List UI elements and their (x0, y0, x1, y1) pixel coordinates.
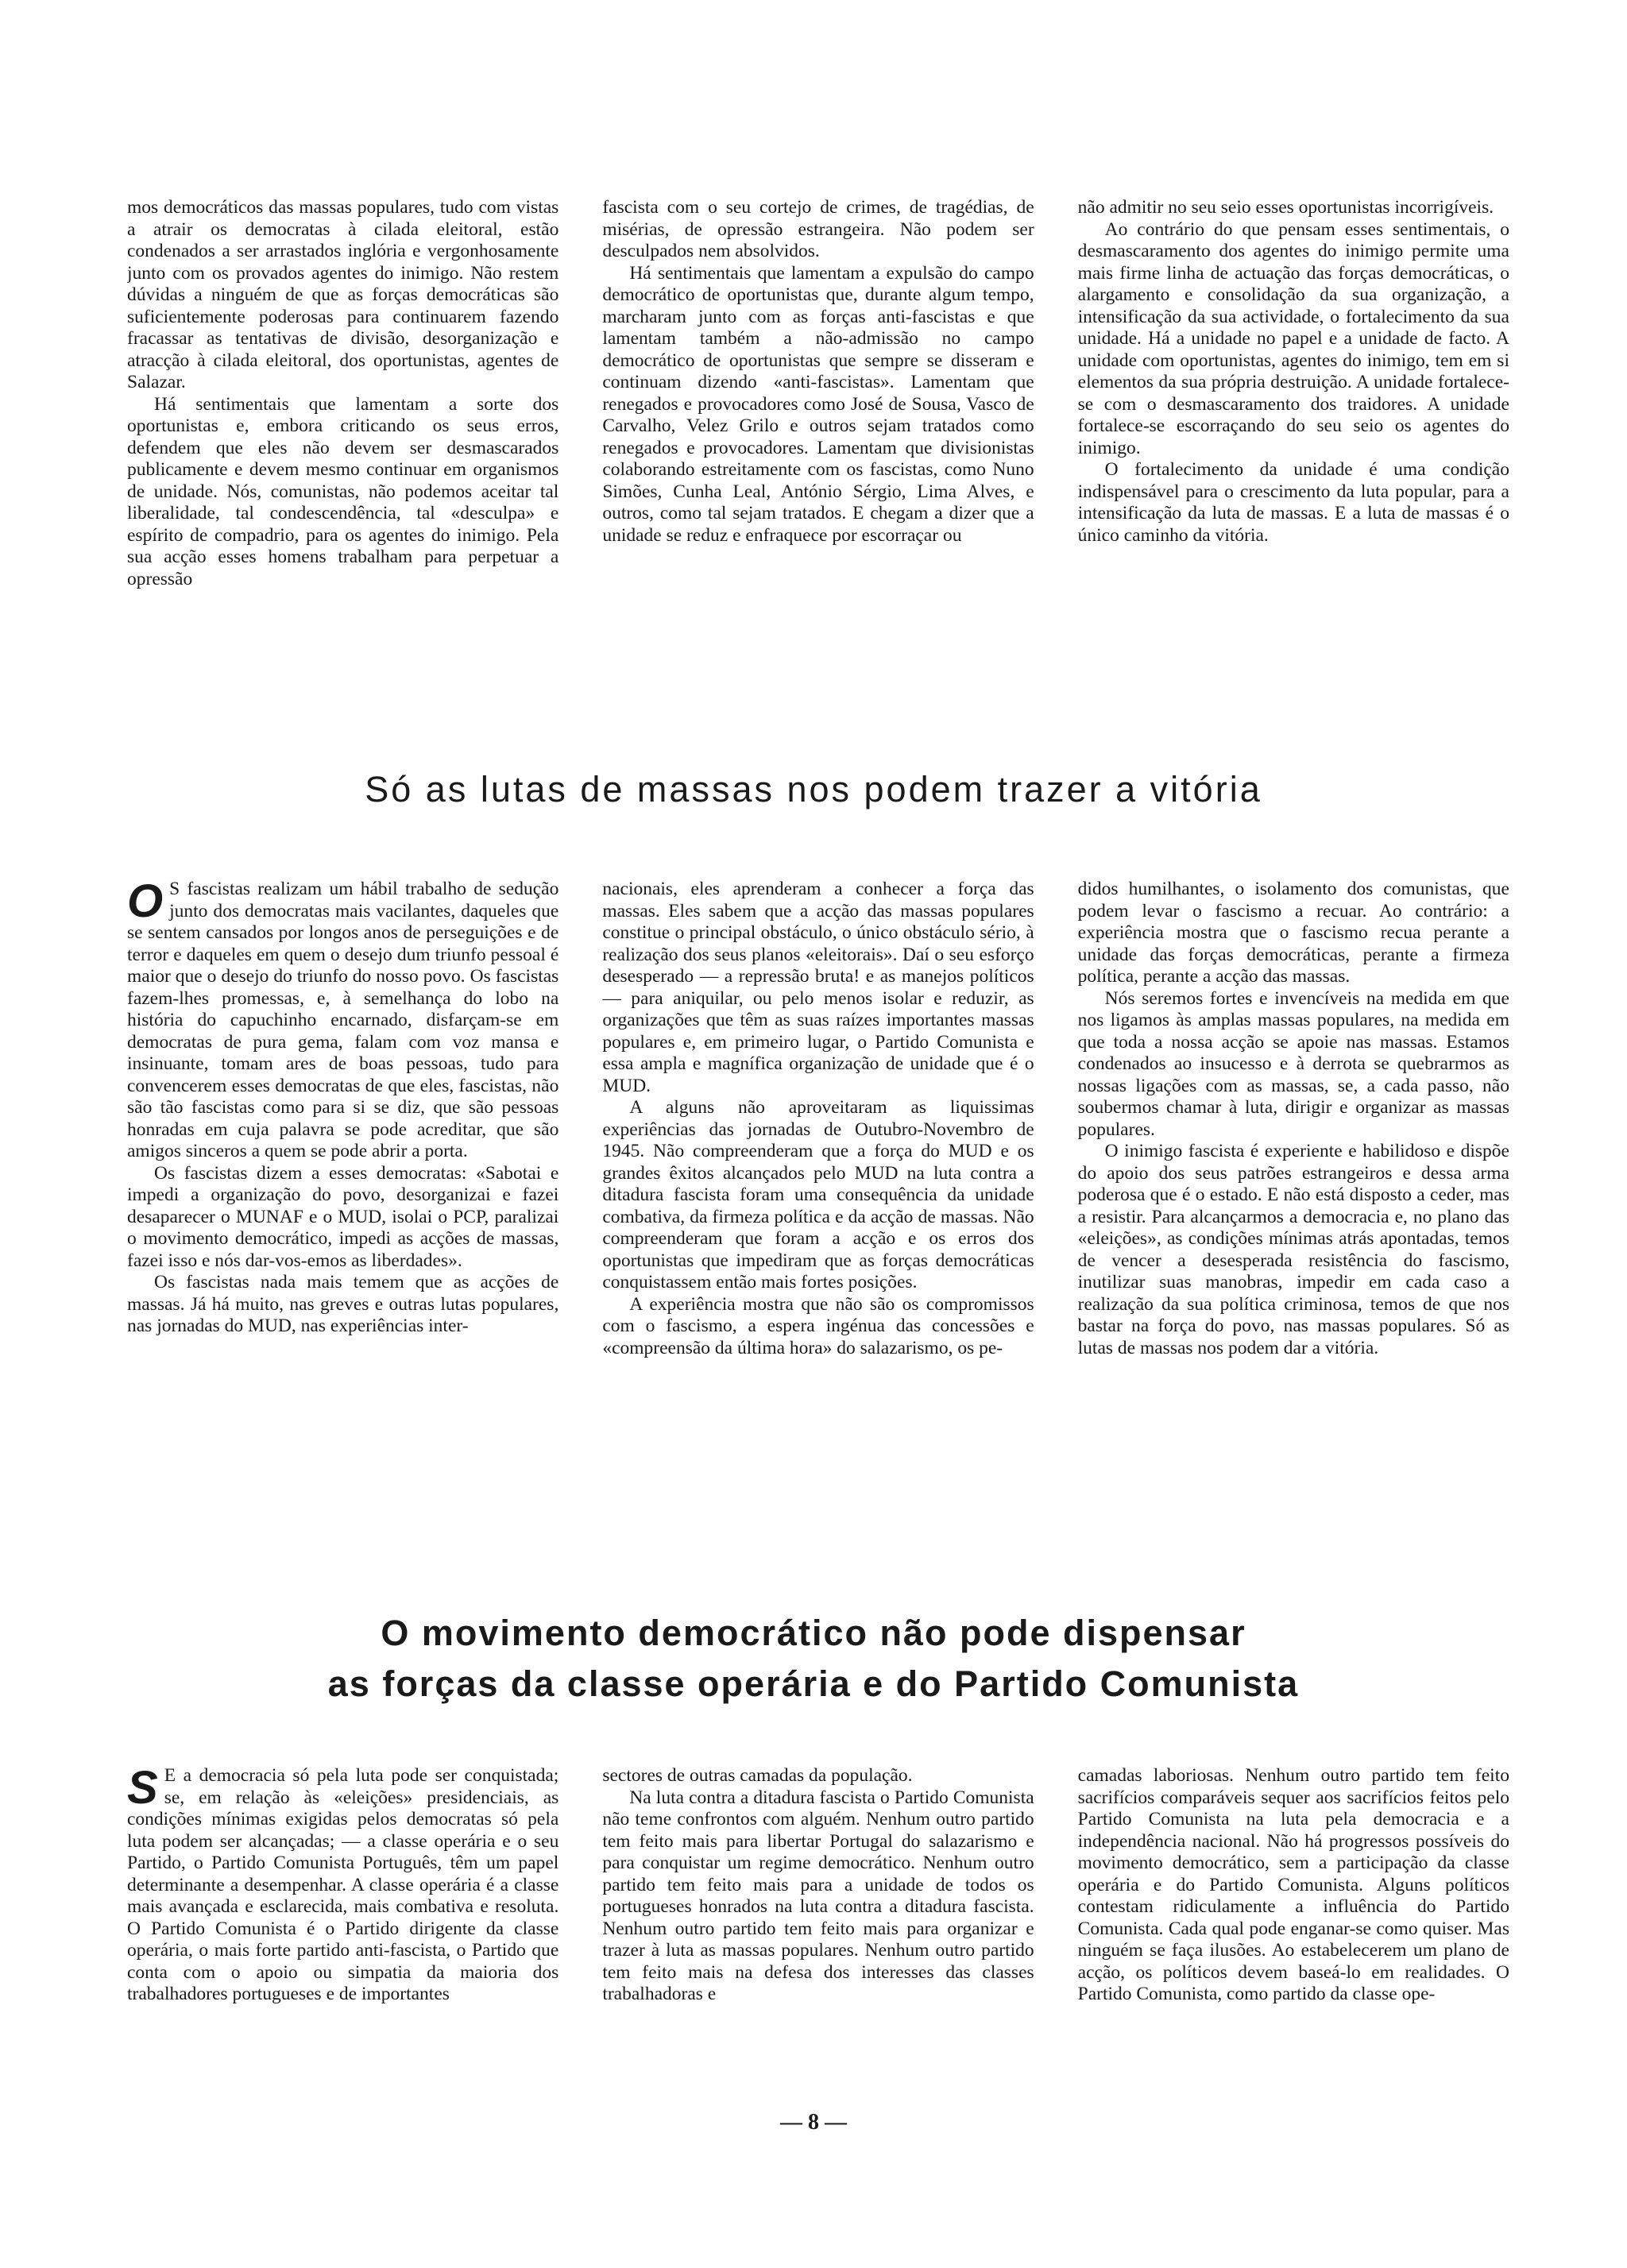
section-headline-movimento-democratico: O movimento democrático não pode dispensar (381, 1613, 1246, 1653)
bottom-column-1 (127, 1765, 558, 2006)
paragraph: Os fascistas dizem a esses democratas: «Sabotai e impedi a organização do povo, desorganizai e fazei desaparecer o MUNAF e o MUD, isolai o PCP, paralizai o movimento democrático, impedi as acções de massas, fazei isso e nós dar-vos-emos as liberdades». (127, 1162, 559, 1271)
paragraph: A experiência mostra que não são os compromissos com o fascismo, a espera ingénua das concessões e «compreensão da última hora» do salazarismo, os pe- (602, 1293, 1034, 1358)
paragraph: O inimigo fascista é experiente e habilidoso e dispõe do apoio dos seus patrões estrangeiros e dessa arma poderosa que é o estado. E não está disposto a ceder, mas a resistir. Para alcançarmos a democracia e, no plano das «eleições», as condições mínimas atrás apontadas, temos de vencer a desesperada resistência do fascismo, inutilizar suas manobras, impedir em cada caso a realização da sua política criminosa, temos de que nos bastar na força do povo, nas massas populares. Só as lutas de massas nos podem dar a vitória. (1077, 1141, 1509, 1358)
section-headline-lutas-de-massas: Só as lutas de massas nos podem trazer a vitória (365, 769, 1262, 809)
paragraph: Ao contrário do que pensam esses sentimentais, o desmascaramento dos agentes do inimigo permite uma mais firme linha de actuação das forças democráticas, o alargamento e consolidação da sua organização, a intensificação da sua actividade, o fortalecimento da sua unidade. Há a unidade no papel e a unidade de facto. A unidade com oportunistas, agentes do inimigo, tem em si elementos da sua própria destruição. A unidade fortalece-se com o desmascaramento dos traidores. A unidade fortalece-se escorraçando do seu seio os agentes do inimigo. (1077, 218, 1509, 458)
middle-column-2 (602, 879, 1034, 1359)
bottom-column-3 (1078, 1765, 1509, 2006)
middle-article-columns (127, 879, 1509, 1359)
paragraph: camadas laboriosas. Nenhum outro partido tem feito sacrifícios comparáveis sequer aos sacrifícios feitos pelo Partido Comunista na luta pela democracia e a independência nacional. Não há progressos possíveis do movimento democrático, sem a participação da classe operária e do Partido Comunista. Alguns políticos contestam ridiculamente a influência do Partido Comunista. Cada qual pode enganar-se como quiser. Mas ninguém se faça ilusões. Ao estabelecerem um plano de acção, os políticos devem baseá-lo em realidades. O Partido Comunista, como partido da classe ope- (1077, 1765, 1509, 2004)
paragraph: didos humilhantes, o isolamento dos comunistas, que podem levar o fascismo a recuar. Ao contrário: a experiência mostra que o fascismo recua perante a unidade das forças democráticas, perante a firmeza política, perante a acção das massas. (1077, 879, 1509, 987)
paragraph: nacionais, eles aprenderam a conhecer a força das massas. Eles sabem que a acção das massas populares constitue o principal obstáculo, o único obstáculo sério, à realização dos seus planos «eleitorais». Daí o seu esforço desesperado — a repressão bruta! e as manejos políticos — para aniquilar, ou pelo menos isolar e reduzir, as organizações que têm as suas raízes importantes massas populares e, em primeiro lugar, o Partido Comunista e essa ampla e magnífica organização de unidade que é o MUD. (602, 879, 1034, 1096)
top-column-2 (602, 197, 1034, 590)
middle-column-1 (127, 879, 558, 1359)
paragraph: Há sentimentais que lamentam a expulsão do campo democrático de oportunistas que, durante algum tempo, marcharam junto com as forças anti-fascistas e que lamentam também a não-admissão no campo democrático de oportunistas que sempre se disseram e continuam dizendo «anti-fascistas». Lamentam que renegados e provocadores como José de Sousa, Vasco de Carvalho, Velez Grilo e outros sejam tratados como renegados e provocadores. Lamentam que divisionistas colaborando estreitamente com os fascistas, como Nuno Simões, Cunha Leal, António Sérgio, Lima Alves, e outros, como tal sejam tratados. E chegam a dizer que a unidade se reduz e enfraquece por escorraçar ou (602, 262, 1034, 546)
drop-cap: O (127, 879, 164, 927)
top-column-3 (1078, 197, 1509, 590)
paragraph: sectores de outras camadas da população. (602, 1765, 913, 1786)
paragraph (127, 879, 558, 1163)
paragraph: fascista com o seu cortejo de crimes, de tragédias, de misérias, de opressão estrangeira. Não podem ser desculpados nem absolvidos. (602, 197, 1034, 261)
top-article-columns (127, 197, 1509, 590)
middle-column-3 (1078, 879, 1509, 1359)
paragraph-text: E a democracia só pela luta pode ser conquistada; se, em relação às «eleições» presidenciais, as condições mínimas exigidas pelos democratas só pela luta podem ser alcançadas; — a classe operária e o seu Partido, o Partido Comunista Português, têm um papel determinante a desempenhar. A classe operária é a classe mais avançada e esclarecida, mais combativa e resoluta. O Partido Comunista é o Partido dirigente da classe operária, o mais forte partido anti-fascista, o Partido que conta com o apoio ou simpatia da maioria dos trabalhadores portugueses e de importantes (127, 1765, 559, 2004)
section-headline-movimento-democratico-line2: as forças da classe operária e do Partido Comunista (327, 1663, 1300, 1704)
paragraph (127, 1765, 558, 2006)
paragraph: mos democráticos das massas populares, tudo com vistas a atrair os democratas à cilada eleitoral, estão condenados a ser arrastados inglória e vergonhosamente junto com os provados agentes do inimigo. Não restem dúvidas a ninguém de que as forças democráticas são suficientemente poderosas para continuarem fazendo fracassar as tentativas de divisão, desorganização e atracção à cilada eleitoral, dos oportunistas, agentes de Salazar. (127, 197, 559, 392)
paragraph: Na luta contra a ditadura fascista o Partido Comunista não teme confrontos com alguém. Nenhum outro partido tem feito mais para libertar Portugal do salazarismo e para conquistar um regime democrático. Nenhum outro partido tem feito mais para a unidade de todos os portugueses honrados na luta contra a ditadura fascista. Nenhum outro partido tem feito mais para organizar e trazer à luta as massas populares. Nenhum outro partido tem feito mais na defesa dos interesses das classes trabalhadoras e (602, 1787, 1034, 2004)
drop-cap: S (127, 1765, 158, 1814)
paragraph: Os fascistas nada mais temem que as acções de massas. Já há muito, nas greves e outras lutas populares, nas jornadas do MUD, nas experiências inter- (127, 1272, 559, 1336)
paragraph: Nós seremos fortes e invencíveis na medida em que nos ligamos às amplas massas populares, na medida em que toda a nossa acção se apoie nas massas. Estamos condenados ao insucesso e à derrota se quebrarmos as nossas ligações com as massas, se, a cada passo, não soubermos chamar à luta, dirigir e organizar as massas populares. (1077, 987, 1509, 1140)
bottom-column-2 (602, 1765, 1034, 2006)
paragraph: O fortalecimento da unidade é uma condição indispensável para o crescimento da luta popular, para a intensificação da luta de massas. E a luta de massas é o único caminho da vitória. (1077, 459, 1509, 546)
top-column-1 (127, 197, 558, 590)
paragraph-text: S fascistas realizam um hábil trabalho de sedução junto dos democratas mais vacilantes, daqueles que se sentem cansados por longos anos de perseguições e de terror e daqueles em quem o desejo dum triunfo pessoal é maior que o desejo do triunfo do nosso povo. Os fascistas fazem-lhes promessas, e, à semelhança do lobo na história do capuchinho encarnado, disfarçam-se em democratas de pura gema, falam com voz mansa e insinuante, tomam ares de boas pessoas, tudo para convencerem esses democratas de que eles, fascistas, não são tão fascistas como para si se diz, que são pessoas honradas em cuja palavra se pode acreditar, que são amigos sinceros a quem se pode abrir a porta. (127, 879, 559, 1161)
paragraph: A alguns não aproveitaram as liquissimas experiências das jornadas de Outubro-Novembro de 1945. Não compreenderam que a força do MUD e os grandes êxitos alcançados pelo MUD na luta contra a ditadura fascista foram uma consequência da unidade combativa, da firmeza política e da acção de massas. Não compreenderam que foram a acção e os erros dos oportunistas que impediram que as forças democráticas conquistassem então mais fortes posições. (602, 1097, 1034, 1292)
bottom-article-columns (127, 1765, 1509, 2006)
paragraph: não admitir no seu seio esses oportunistas incorrigíveis. (1077, 197, 1494, 218)
paragraph: Há sentimentais que lamentam a sorte dos oportunistas e, embora criticando os seus erros, defendem que eles não devem ser desmascarados publicamente e devem mesmo continuar em organismos de unidade. Nós, comunistas, não podemos aceitar tal liberalidade, tal condescendência, tal «desculpa» e espírito de compadrio, para os agentes do inimigo. Pela sua acção esses homens trabalham para perpetuar a opressão (127, 393, 559, 589)
page-number: — 8 — (780, 2110, 847, 2135)
